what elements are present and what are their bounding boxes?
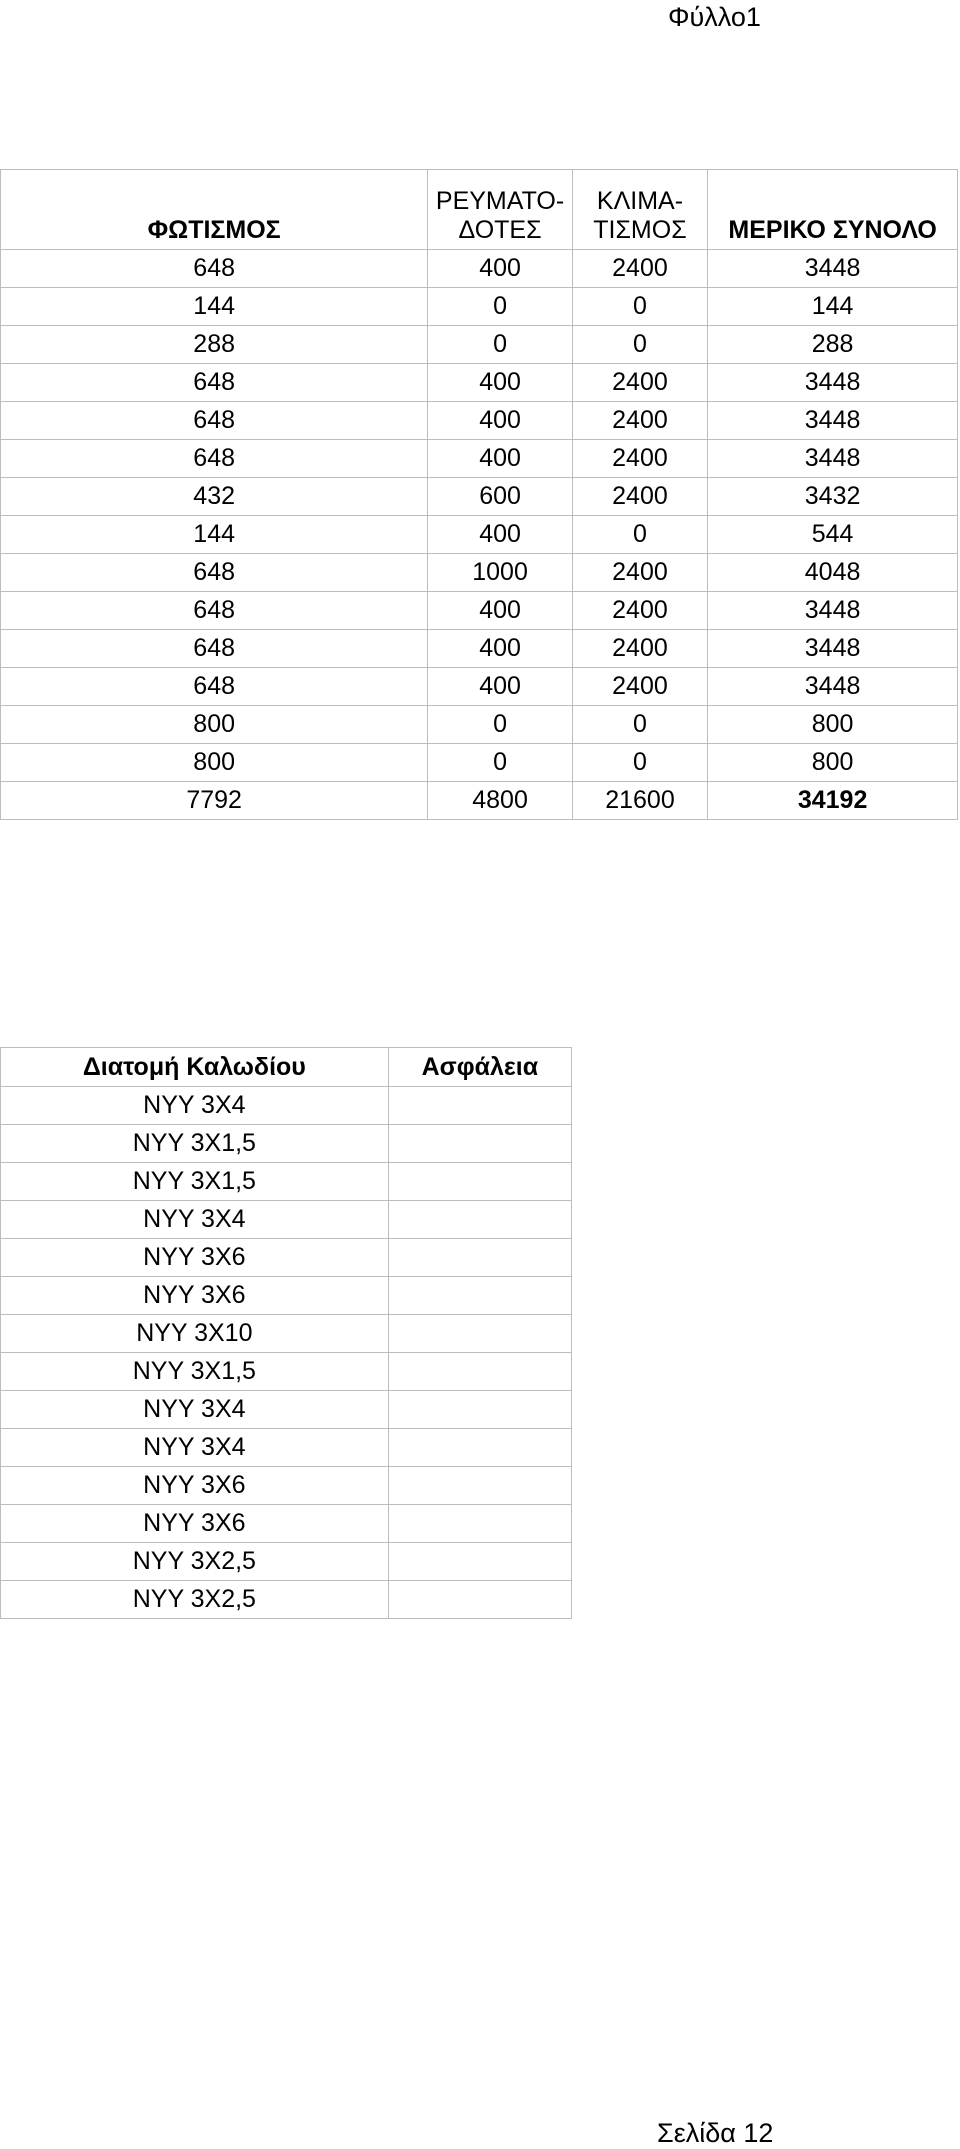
table-row <box>1 1277 572 1315</box>
cell-subtotal: 3448 <box>708 440 958 478</box>
cables-table <box>0 1047 572 1619</box>
cell-fuse <box>388 1543 571 1581</box>
table-row <box>1 1391 572 1429</box>
table-row <box>1 516 958 554</box>
cell-cable-cross-section: NYY 3X1,5 <box>1 1125 389 1163</box>
cell-sockets: 0 <box>428 326 572 364</box>
cell-fuse <box>388 1467 571 1505</box>
cell-aircon: 0 <box>572 516 707 554</box>
cell-lighting: 648 <box>1 364 428 402</box>
cell-fuse <box>388 1125 571 1163</box>
cell-sockets: 400 <box>428 250 572 288</box>
cell-sockets: 400 <box>428 364 572 402</box>
cell-cable-cross-section: NYY 3X10 <box>1 1315 389 1353</box>
cell-subtotal: 144 <box>708 288 958 326</box>
cell-sockets: 400 <box>428 516 572 554</box>
load-totals-table <box>0 169 958 820</box>
cell-fuse <box>388 1315 571 1353</box>
cell-lighting: 800 <box>1 706 428 744</box>
cell-fuse <box>388 1581 571 1619</box>
table-row <box>1 1201 572 1239</box>
table-row <box>1 1125 572 1163</box>
grand-total: 34192 <box>708 782 958 820</box>
sheet-title: Φύλλο1 <box>668 2 761 32</box>
cell-aircon: 2400 <box>572 364 707 402</box>
cell-subtotal: 3448 <box>708 402 958 440</box>
table-row <box>1 1581 572 1619</box>
table-row <box>1 364 958 402</box>
cell-cable-cross-section: NYY 3X4 <box>1 1429 389 1467</box>
cell-aircon: 0 <box>572 326 707 364</box>
table-row <box>1 1467 572 1505</box>
table-row <box>1 1505 572 1543</box>
cell-fuse <box>388 1239 571 1277</box>
total-sockets: 4800 <box>428 782 572 820</box>
cell-sockets: 600 <box>428 478 572 516</box>
cell-aircon: 2400 <box>572 402 707 440</box>
cell-fuse <box>388 1391 571 1429</box>
table-row <box>1 440 958 478</box>
total-lighting: 7792 <box>1 782 428 820</box>
cell-fuse <box>388 1201 571 1239</box>
page-number: Σελίδα 12 <box>657 2118 774 2148</box>
cell-subtotal: 3448 <box>708 668 958 706</box>
cell-lighting: 648 <box>1 630 428 668</box>
cell-cable-cross-section: NYY 3X6 <box>1 1505 389 1543</box>
cell-subtotal: 288 <box>708 326 958 364</box>
cell-subtotal: 800 <box>708 706 958 744</box>
cell-lighting: 648 <box>1 402 428 440</box>
cell-cable-cross-section: NYY 3X2,5 <box>1 1581 389 1619</box>
cell-lighting: 648 <box>1 668 428 706</box>
cell-lighting: 432 <box>1 478 428 516</box>
cell-subtotal: 3448 <box>708 250 958 288</box>
header-aircon <box>572 170 707 250</box>
table-row <box>1 668 958 706</box>
cell-aircon: 0 <box>572 744 707 782</box>
cell-sockets: 0 <box>428 706 572 744</box>
header-sockets-line2: ΔΟΤΕΣ <box>458 216 542 244</box>
table-header-row <box>1 170 958 250</box>
cell-lighting: 288 <box>1 326 428 364</box>
cell-aircon: 0 <box>572 288 707 326</box>
header-sockets <box>428 170 572 250</box>
cell-aircon: 2400 <box>572 668 707 706</box>
table-row <box>1 1315 572 1353</box>
table-row <box>1 1239 572 1277</box>
cell-fuse <box>388 1277 571 1315</box>
cell-lighting: 800 <box>1 744 428 782</box>
cell-subtotal: 3448 <box>708 630 958 668</box>
cell-cable-cross-section: NYY 3X6 <box>1 1467 389 1505</box>
header-lighting: ΦΩΤΙΣΜΟΣ <box>1 170 428 250</box>
cell-cable-cross-section: NYY 3X6 <box>1 1277 389 1315</box>
cell-subtotal: 800 <box>708 744 958 782</box>
cell-lighting: 144 <box>1 288 428 326</box>
table-row <box>1 1429 572 1467</box>
total-aircon: 21600 <box>572 782 707 820</box>
cell-sockets: 400 <box>428 402 572 440</box>
cell-subtotal: 4048 <box>708 554 958 592</box>
header-cable-cross-section: Διατομή Καλωδίου <box>1 1048 389 1087</box>
cell-cable-cross-section: NYY 3X4 <box>1 1201 389 1239</box>
cell-fuse <box>388 1353 571 1391</box>
table-row <box>1 1543 572 1581</box>
cell-fuse <box>388 1163 571 1201</box>
cell-aircon: 2400 <box>572 592 707 630</box>
header-aircon-line2: ΤΙΣΜΟΣ <box>593 216 687 244</box>
cell-lighting: 648 <box>1 554 428 592</box>
table-row <box>1 592 958 630</box>
cell-aircon: 2400 <box>572 250 707 288</box>
cell-subtotal: 3432 <box>708 478 958 516</box>
cell-cable-cross-section: NYY 3X2,5 <box>1 1543 389 1581</box>
header-fuse: Ασφάλεια <box>388 1048 571 1087</box>
cell-lighting: 648 <box>1 592 428 630</box>
cell-aircon: 2400 <box>572 478 707 516</box>
cell-cable-cross-section: NYY 3X1,5 <box>1 1163 389 1201</box>
cell-subtotal: 544 <box>708 516 958 554</box>
cell-subtotal: 3448 <box>708 364 958 402</box>
cables-header-row <box>1 1048 572 1087</box>
cell-sockets: 400 <box>428 592 572 630</box>
table-row <box>1 1087 572 1125</box>
cell-aircon: 2400 <box>572 554 707 592</box>
cell-sockets: 400 <box>428 630 572 668</box>
cell-cable-cross-section: NYY 3X6 <box>1 1239 389 1277</box>
cell-cable-cross-section: NYY 3X4 <box>1 1391 389 1429</box>
table-row <box>1 402 958 440</box>
cell-aircon: 0 <box>572 706 707 744</box>
header-aircon-line1: ΚΛΙΜΑ- <box>596 187 684 215</box>
header-subtotal: ΜΕΡΙΚΟ ΣΥΝΟΛΟ <box>708 170 958 250</box>
cell-cable-cross-section: NYY 3X1,5 <box>1 1353 389 1391</box>
cell-aircon: 2400 <box>572 630 707 668</box>
table-row <box>1 1353 572 1391</box>
cell-sockets: 1000 <box>428 554 572 592</box>
cables-table-body <box>1 1087 572 1619</box>
table-row <box>1 1163 572 1201</box>
table-row <box>1 706 958 744</box>
table-row <box>1 744 958 782</box>
grand-total-row <box>1 782 958 820</box>
table-row <box>1 288 958 326</box>
header-sockets-line1: ΡΕΥΜΑΤΟ- <box>435 187 565 215</box>
cell-lighting: 648 <box>1 250 428 288</box>
cell-fuse <box>388 1087 571 1125</box>
cell-fuse <box>388 1429 571 1467</box>
table-row <box>1 250 958 288</box>
cell-sockets: 0 <box>428 288 572 326</box>
totals-table-body <box>1 250 958 782</box>
table-row <box>1 554 958 592</box>
cell-lighting: 648 <box>1 440 428 478</box>
cell-lighting: 144 <box>1 516 428 554</box>
table-row <box>1 630 958 668</box>
cell-cable-cross-section: NYY 3X4 <box>1 1087 389 1125</box>
cell-sockets: 400 <box>428 440 572 478</box>
cell-subtotal: 3448 <box>708 592 958 630</box>
cell-sockets: 0 <box>428 744 572 782</box>
cell-aircon: 2400 <box>572 440 707 478</box>
cell-fuse <box>388 1505 571 1543</box>
cell-sockets: 400 <box>428 668 572 706</box>
table-row <box>1 478 958 516</box>
table-row <box>1 326 958 364</box>
